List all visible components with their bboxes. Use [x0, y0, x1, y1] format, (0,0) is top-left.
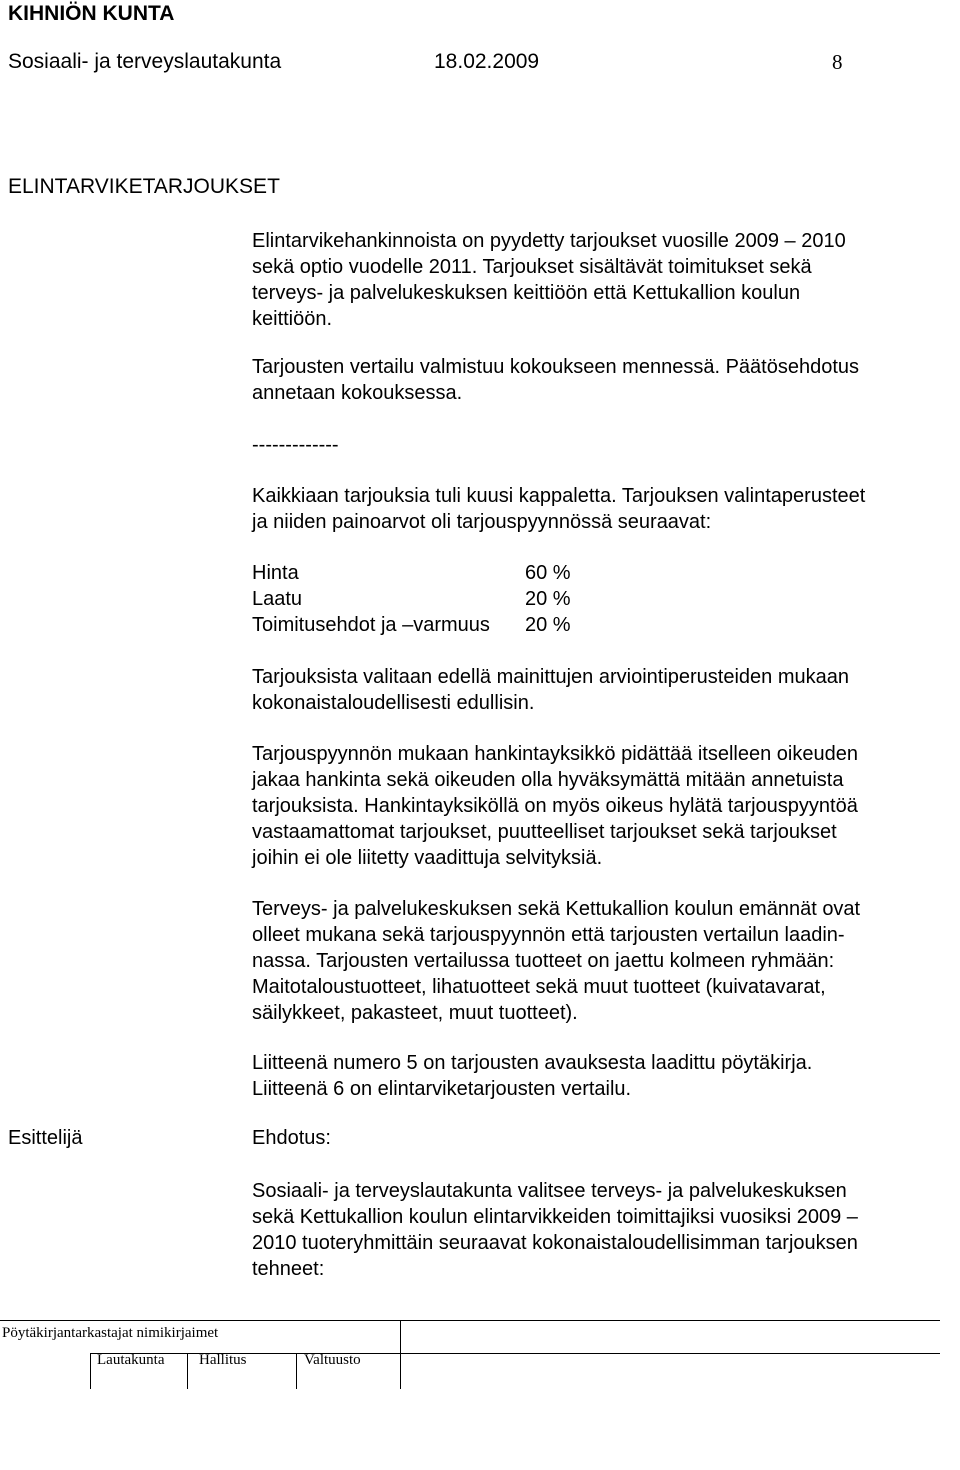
section-title: ELINTARVIKETARJOUKSET: [8, 175, 280, 198]
text-line: Tarjousten vertailu valmistuu kokoukseen mennessä. Päätösehdotus: [252, 356, 860, 378]
text-line: tehneet:: [252, 1258, 325, 1280]
criteria-weight: 20 %: [525, 588, 571, 610]
footer-divider-3: [187, 1353, 188, 1389]
paragraph-selection: [252, 664, 849, 716]
text-line: Tarjouspyynnön mukaan hankintayksikkö pidättää itselleen oikeuden: [252, 743, 858, 765]
criteria-name: Laatu: [252, 588, 303, 610]
footer-divider-2: [90, 1353, 91, 1389]
text-line: Terveys- ja palvelukeskuksen sekä Kettukallion koulun emännät ovat: [252, 898, 861, 920]
text-line: Liitteenä numero 5 on tarjousten avauksesta laadittu pöytäkirja.: [252, 1052, 813, 1074]
paragraph-decision: [252, 1178, 858, 1282]
presenter-label: Esittelijä: [8, 1127, 83, 1149]
footer-top-line: [0, 1320, 940, 1321]
footer-col-board: Lautakunta: [97, 1352, 165, 1368]
text-line: ja niiden painoarvot oli tarjouspyynnössä seuraavat:: [252, 511, 712, 533]
paragraph-rights: [252, 741, 858, 871]
criteria-name: Toimitusehdot ja –varmuus: [252, 614, 490, 636]
paragraph-offers: [252, 483, 865, 535]
separator-line: -------------: [252, 434, 339, 456]
criteria-weight: 20 %: [525, 614, 571, 636]
text-line: kokonaistaloudellisesti edullisin.: [252, 692, 535, 714]
organization-name: KIHNIÖN KUNTA: [8, 2, 175, 25]
paragraph-intro: [252, 228, 846, 332]
text-line: Liitteenä 6 on elintarviketarjousten vertailu.: [252, 1078, 632, 1100]
footer-divider-1: [400, 1320, 401, 1353]
paragraph-comparison: [252, 354, 859, 406]
footer-col-council: Valtuusto: [304, 1352, 361, 1368]
signature-box: [0, 1317, 940, 1457]
text-line: Maitotaloustuotteet, lihatuotteet sekä muut tuotteet (kuivatavarat,: [252, 976, 826, 998]
signatures-label: Pöytäkirjantarkastajat nimikirjaimet: [2, 1325, 219, 1341]
text-line: Elintarvikehankinnoista on pyydetty tarjoukset vuosille 2009 – 2010: [252, 230, 846, 252]
text-line: sekä optio vuodelle 2011. Tarjoukset sisältävät toimitukset sekä: [252, 256, 812, 278]
text-line: olleet mukana sekä tarjouspyynnön että tarjousten vertailun laadin-: [252, 924, 845, 946]
footer-divider-5: [400, 1353, 401, 1389]
criteria-weight: 60 %: [525, 562, 571, 584]
footer-col-government: Hallitus: [199, 1352, 247, 1368]
paragraph-attachments: [252, 1050, 812, 1102]
text-line: joihin ei ole liitetty vaadittuja selvityksiä.: [252, 847, 603, 869]
text-line: sekä Kettukallion koulun elintarvikkeiden toimittajiksi vuosiksi 2009 –: [252, 1206, 858, 1228]
footer-divider-4: [296, 1353, 297, 1389]
proposal-label: Ehdotus:: [252, 1127, 331, 1149]
board-name: Sosiaali- ja terveyslautakunta: [8, 50, 282, 73]
criteria-name: Hinta: [252, 562, 299, 584]
text-line: annetaan kokouksessa.: [252, 382, 463, 404]
text-line: terveys- ja palvelukeskuksen keittiöön että Kettukallion koulun: [252, 282, 801, 304]
text-line: tarjouksista. Hankintayksiköllä on myös oikeus hylätä tarjouspyyntöä: [252, 795, 858, 817]
text-line: säilykkeet, pakasteet, muut tuotteet).: [252, 1002, 578, 1024]
meeting-date: 18.02.2009: [434, 50, 540, 73]
text-line: jakaa hankinta sekä oikeuden olla hyväksymättä mitään annetuista: [252, 769, 844, 791]
paragraph-groups: [252, 896, 860, 1026]
page-number: 8: [832, 50, 843, 74]
text-line: 2010 tuoteryhmittäin seuraavat kokonaistaloudellisimman tarjouksen: [252, 1232, 858, 1254]
text-line: vastaamattomat tarjoukset, puutteelliset tarjoukset sekä tarjoukset: [252, 821, 837, 843]
text-line: Kaikkiaan tarjouksia tuli kuusi kappaletta. Tarjouksen valintaperusteet: [252, 485, 866, 507]
text-line: Sosiaali- ja terveyslautakunta valitsee terveys- ja palvelukeskuksen: [252, 1180, 847, 1202]
text-line: Tarjouksista valitaan edellä mainittujen arviointiperusteiden mukaan: [252, 666, 850, 688]
text-line: keittiöön.: [252, 308, 333, 330]
text-line: nassa. Tarjousten vertailussa tuotteet on jaettu kolmeen ryhmään:: [252, 950, 835, 972]
